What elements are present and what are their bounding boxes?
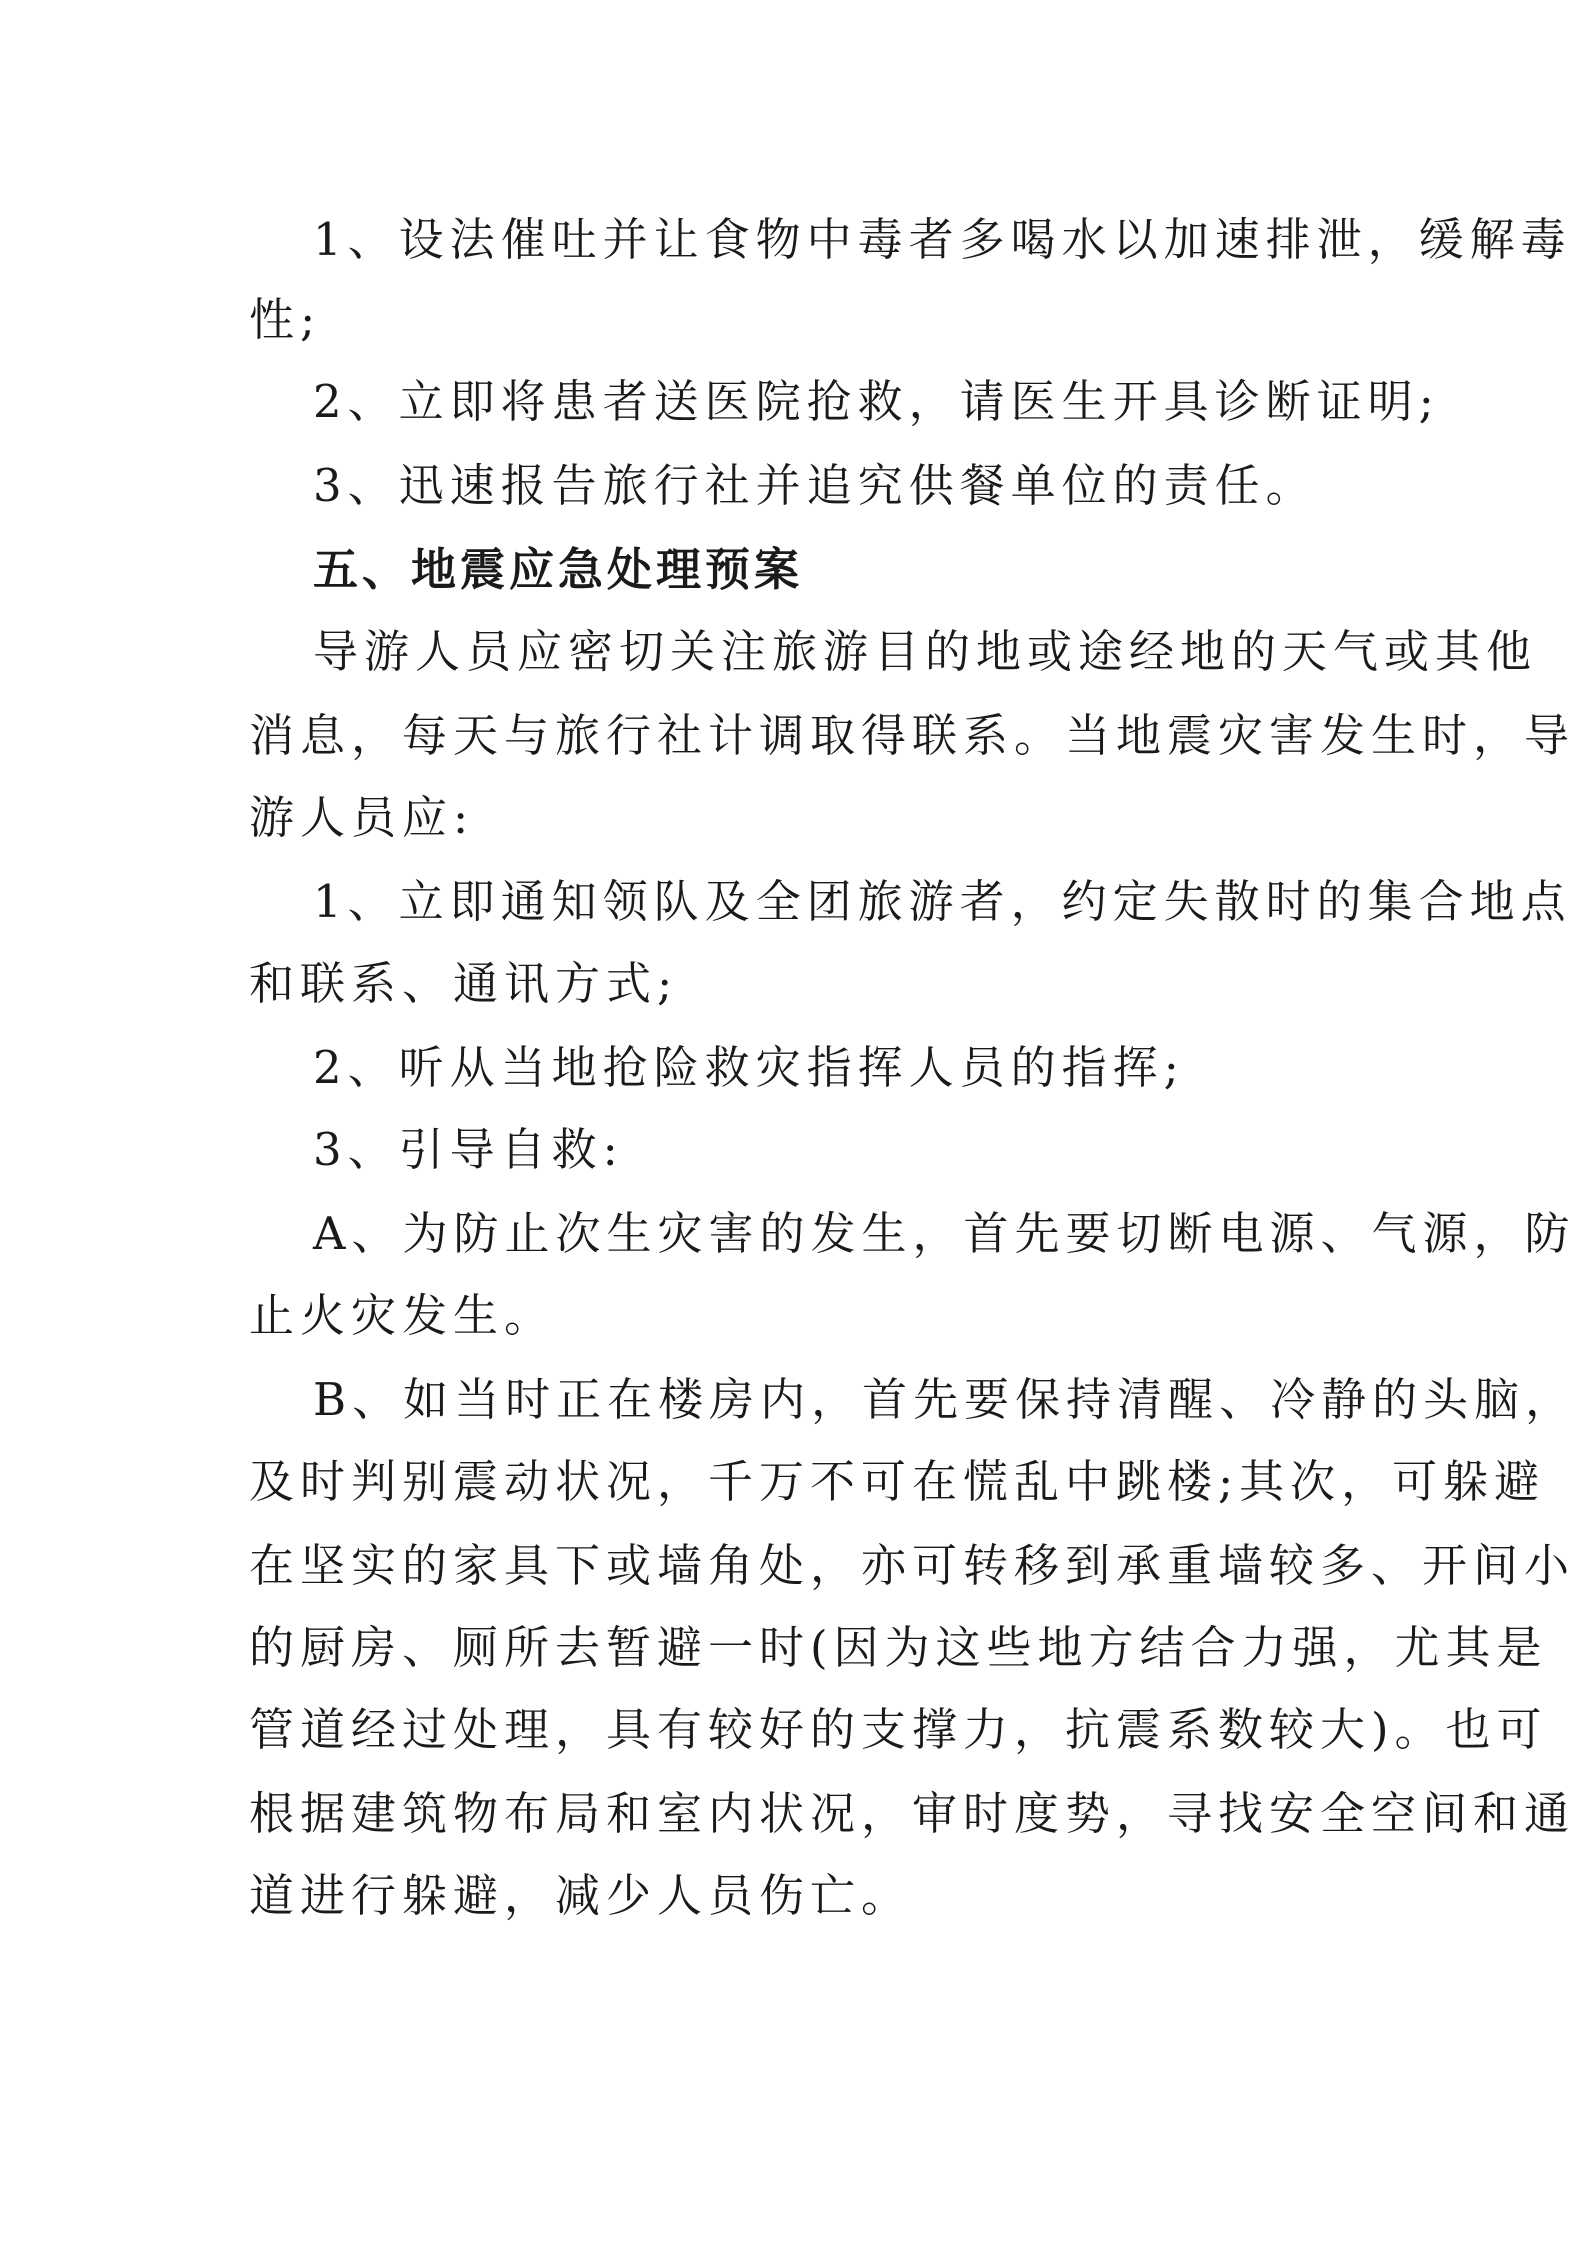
list-item-1: 1、立即通知领队及全团旅游者，约定失散时的集合地点 <box>313 875 1572 928</box>
paragraph-line: 游人员应: <box>249 791 475 844</box>
list-item-2: 2、听从当地抢险救灾指挥人员的指挥; <box>313 1041 1185 1094</box>
list-item-3: 3、迅速报告旅行社并追究供餐单位的责任。 <box>313 459 1317 512</box>
paragraph-line: 道进行躲避，减少人员伤亡。 <box>249 1869 913 1922</box>
sub-item-b: B、如当时正在楼房内，首先要保持清醒、冷静的头脑， <box>313 1373 1577 1426</box>
paragraph-line: 导游人员应密切关注旅游目的地或途经地的天气或其他 <box>313 625 1538 678</box>
list-item-3: 3、引导自救: <box>313 1123 624 1176</box>
sub-item-a: A、为防止次生灾害的发生，首先要切断电源、气源，防 <box>313 1207 1576 1260</box>
paragraph-line: 在坚实的家具下或墙角处，亦可转移到承重墙较多、开间小 <box>249 1539 1576 1592</box>
paragraph-line: 消息，每天与旅行社计调取得联系。当地震灾害发生时，导 <box>249 709 1576 762</box>
list-item-1: 1、设法催吐并让食物中毒者多喝水以加速排泄，缓解毒 <box>313 213 1572 266</box>
paragraph-line: 管道经过处理，具有较好的支撑力，抗震系数较大)。也可 <box>249 1703 1548 1756</box>
paragraph-line: 的厨房、厕所去暂避一时(因为这些地方结合力强，尤其是 <box>249 1621 1548 1674</box>
list-item-1-continuation: 和联系、通讯方式; <box>249 957 679 1010</box>
sub-item-a-continuation: 止火灾发生。 <box>249 1289 556 1342</box>
list-item-2: 2、立即将患者送医院抢救，请医生开具诊断证明; <box>313 375 1440 428</box>
list-item-1-continuation: 性; <box>249 293 322 346</box>
paragraph-line: 及时判别震动状况，千万不可在慌乱中跳楼;其次，可躲避 <box>249 1455 1546 1508</box>
paragraph-line: 根据建筑物布局和室内状况，审时度势，寻找安全空间和通 <box>249 1787 1576 1840</box>
section-heading: 五、地震应急处理预案 <box>313 543 804 596</box>
